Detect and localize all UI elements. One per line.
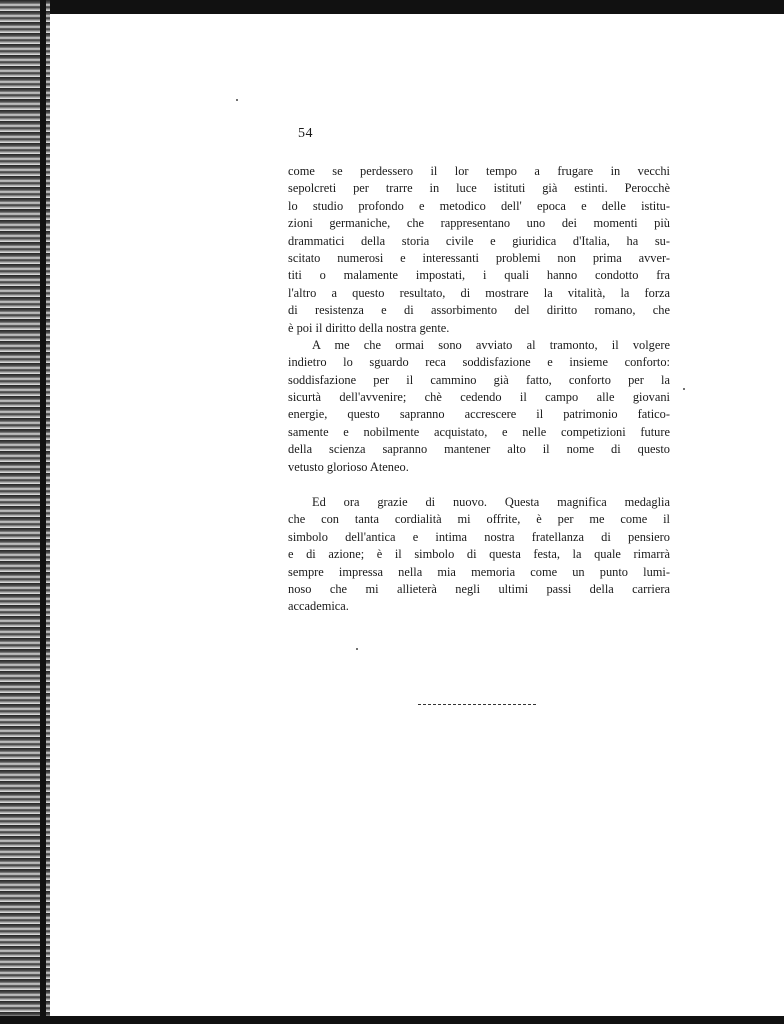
text-line: come se perdessero il lor tempo a frugare in vecchi bbox=[288, 164, 670, 178]
ink-speck bbox=[236, 99, 238, 101]
ink-speck bbox=[356, 648, 358, 650]
text-line: e di azione; è il simbolo di questa festa, la quale rimarrà bbox=[288, 547, 670, 562]
text-line: energie, questo sapranno accrescere il patrimonio fatico- bbox=[288, 407, 670, 422]
text-line: indietro lo sguardo reca soddisfazione e insieme conforto: bbox=[288, 355, 670, 370]
text-line: sempre impressa nella mia memoria come un punto lumi- bbox=[288, 564, 670, 579]
text-line: accademica. bbox=[288, 599, 349, 614]
text-line: soddisfazione per il cammino già fatto, conforto per la bbox=[288, 372, 670, 387]
page-number: 54 bbox=[298, 126, 313, 141]
text-line: drammatici della storia civile e giuridica d'Italia, ha su- bbox=[288, 233, 670, 248]
text-line: che con tanta cordialità mi offrite, è per me come il bbox=[288, 512, 670, 527]
paragraph-2 bbox=[288, 337, 670, 476]
closing-rule bbox=[418, 704, 536, 706]
text-line: simbolo dell'antica e intima nostra fratellanza di pensiero bbox=[288, 529, 670, 544]
paragraph-1 bbox=[288, 163, 670, 337]
text-line: della scienza sapranno mantener alto il nome di questo bbox=[288, 442, 670, 457]
scan-binding-edge bbox=[0, 0, 50, 1024]
paragraph-gap bbox=[288, 476, 670, 494]
text-line: lo studio profondo e metodico dell' epoca e delle istitu- bbox=[288, 198, 670, 213]
text-line: sicurtà dell'avvenire; chè cedendo il campo alle giovani bbox=[288, 390, 670, 405]
text-line: titi o malamente impostati, i quali hanno condotto fra bbox=[288, 268, 670, 283]
text-line: di resistenza e di assorbimento del diritto romano, che bbox=[288, 303, 670, 318]
text-line: scitato numerosi e interessanti problemi non prima avver- bbox=[288, 250, 670, 265]
scan-top-border bbox=[0, 0, 784, 14]
text-line: samente e nobilmente acquistato, e nelle competizioni future bbox=[288, 424, 670, 439]
scan-bottom-border bbox=[0, 1016, 784, 1024]
text-line: l'altro a questo resultato, di mostrare la vitalità, la forza bbox=[288, 285, 670, 300]
text-line: Ed ora grazie di nuovo. Questa magnifica medaglia bbox=[312, 495, 670, 510]
text-line: A me che ormai sono avviato al tramonto, il volgere bbox=[312, 337, 670, 352]
ink-speck bbox=[683, 388, 685, 390]
text-line: sepolcreti per trarre in luce istituti già estinti. Perocchè bbox=[288, 181, 670, 196]
text-line: vetusto glorioso Ateneo. bbox=[288, 459, 409, 474]
text-line: zioni germaniche, che rappresentano uno dei momenti più bbox=[288, 216, 670, 231]
text-line: noso che mi allieterà negli ultimi passi della carriera bbox=[288, 581, 670, 596]
text-line: è poi il diritto della nostra gente. bbox=[288, 320, 450, 335]
body-text bbox=[288, 163, 670, 616]
paragraph-3 bbox=[288, 494, 670, 616]
